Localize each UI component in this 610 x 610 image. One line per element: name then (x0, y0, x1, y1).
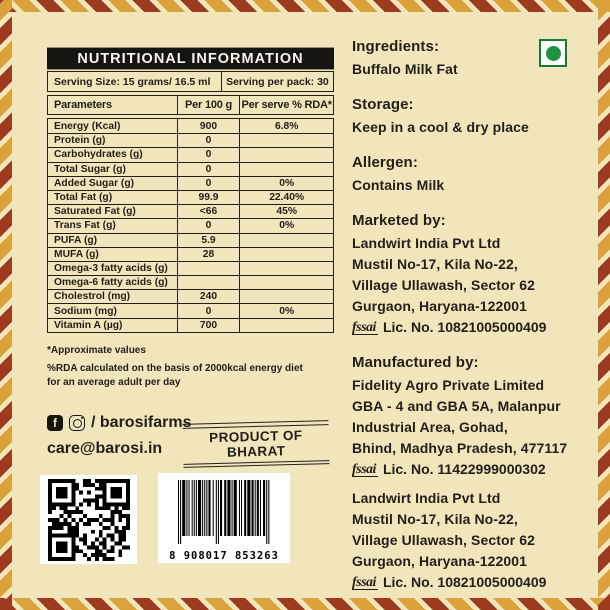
fssai-license-row (352, 459, 604, 480)
info-section (352, 352, 604, 593)
table-row (48, 218, 333, 232)
stamp-text: PRODUCT OF BHARAT (208, 427, 303, 460)
striped-border-top (0, 0, 610, 12)
address-block (352, 117, 604, 138)
table-row (48, 204, 333, 218)
info-section-heading: Manufactured by: (352, 354, 479, 371)
cell-per100g: 0 (178, 163, 241, 176)
cell-rda (240, 134, 333, 147)
table-row (48, 261, 333, 275)
instagram-icon (69, 415, 85, 431)
info-line: GBA - 4 and GBA 5A, Malanpur (352, 398, 561, 414)
cell-parameter: Total Fat (g) (48, 191, 178, 204)
cell-parameter: Protein (g) (48, 134, 178, 147)
cell-per100g: 900 (178, 119, 241, 133)
cell-parameter: Sodium (mg) (48, 304, 178, 317)
column-header-parameters: Parameters (48, 96, 178, 114)
cell-rda (240, 234, 333, 247)
fssai-license-row (352, 317, 604, 338)
info-line: Buffalo Milk Fat (352, 61, 458, 77)
cell-parameter: Saturated Fat (g) (48, 205, 178, 218)
table-row (48, 247, 333, 261)
social-handle: / barosifarms (91, 414, 192, 431)
table-row (48, 119, 333, 133)
cell-rda (240, 276, 333, 289)
cell-rda: 6.8% (274, 120, 299, 132)
table-row (48, 190, 333, 204)
info-line: Fidelity Agro Private Limited (352, 377, 545, 393)
cell-parameter: Cholestrol (mg) (48, 290, 178, 303)
info-line: Gurgaon, Haryana-122001 (352, 553, 528, 569)
info-line: Contains Milk (352, 177, 445, 193)
cell-rda: 45% (276, 206, 297, 218)
cell-rda (240, 319, 333, 332)
cell-per100g: 5.9 (178, 234, 241, 247)
cell-parameter: Energy (Kcal) (48, 119, 178, 133)
cell-per100g: 99.9 (178, 191, 241, 204)
fssai-license-number: Lic. No. 10821005000409 (382, 574, 547, 590)
cell-rda (240, 163, 333, 176)
column-header-per100g: Per 100 g (178, 96, 241, 114)
address-block (352, 233, 604, 338)
facebook-icon: f (47, 415, 63, 431)
cell-per100g: 0 (178, 134, 241, 147)
cell-per100g: <66 (178, 205, 241, 218)
address-block (352, 375, 604, 480)
fssai-logo: fssai (352, 461, 376, 477)
cell-per100g: 28 (178, 248, 241, 261)
product-of-bharat-stamp (182, 420, 329, 468)
nutrition-table-body (47, 118, 334, 333)
cell-per100g: 0 (178, 148, 241, 161)
cell-rda: 0% (279, 305, 295, 317)
barcode-digits: 8 908017 853263 (169, 550, 279, 562)
table-row (48, 275, 333, 289)
footnote-rda-basis: %RDA calculated on the basis of 2000kcal energy diet for an average adult per day (47, 362, 303, 389)
cell-rda (240, 262, 333, 275)
info-section (352, 152, 604, 196)
cell-per100g (178, 262, 241, 275)
fssai-license-number: Lic. No. 10821005000409 (382, 319, 547, 335)
info-line: Village Ullawash, Sector 62 (352, 277, 535, 293)
info-section (352, 94, 604, 138)
cell-per100g (178, 276, 241, 289)
nutrition-facts-panel (47, 48, 334, 391)
fssai-license-row (352, 572, 604, 593)
cell-per100g: 0 (178, 219, 241, 232)
fssai-logo: fssai (352, 319, 376, 335)
cell-rda: 22.40% (269, 192, 305, 204)
cell-rda: 0% (279, 177, 295, 189)
table-row (48, 233, 333, 247)
info-section-heading: Allergen: (352, 154, 418, 171)
info-section-heading: Storage: (352, 96, 414, 113)
cell-parameter: Omega-6 fatty acids (g) (48, 276, 178, 289)
serving-per-pack: Serving per pack: 30 (226, 75, 329, 88)
social-media-row (47, 414, 191, 432)
info-line: Bhind, Madhya Pradesh, 477117 (352, 440, 568, 456)
info-line: Gurgaon, Haryana-122001 (352, 298, 528, 314)
address-block (352, 175, 604, 196)
cell-parameter: Added Sugar (g) (48, 177, 178, 190)
info-section-heading: Ingredients: (352, 38, 440, 55)
table-row (48, 133, 333, 147)
info-line: Industrial Area, Gohad, (352, 419, 508, 435)
table-row (48, 303, 333, 317)
vegetarian-mark-icon (539, 39, 567, 67)
column-header-rda: Per serve % RDA* (241, 99, 332, 111)
cell-parameter: Trans Fat (g) (48, 219, 178, 232)
product-info-column (352, 36, 604, 607)
vegetarian-dot (546, 46, 561, 61)
cell-rda: 0% (279, 220, 295, 232)
cell-per100g: 240 (178, 290, 241, 303)
info-line: Landwirt India Pvt Ltd (352, 490, 501, 506)
info-line: Village Ullawash, Sector 62 (352, 532, 535, 548)
ean-barcode (158, 473, 290, 563)
cell-parameter: Carbohydrates (g) (48, 148, 178, 161)
address-block (352, 488, 604, 593)
serving-info-row (47, 71, 334, 92)
cell-per100g: 0 (178, 177, 241, 190)
fssai-logo: fssai (352, 574, 376, 590)
serving-size: Serving Size: 15 grams/ 16.5 ml (48, 72, 222, 91)
qr-code (40, 475, 137, 564)
info-line: Mustil No-17, Kila No-22, (352, 256, 518, 272)
cell-rda (240, 148, 333, 161)
table-row (48, 176, 333, 190)
cell-per100g: 700 (178, 319, 241, 332)
table-row (48, 289, 333, 303)
fssai-license-number: Lic. No. 11422999000302 (382, 461, 546, 477)
cell-parameter: MUFA (g) (48, 248, 178, 261)
info-line: Landwirt India Pvt Ltd (352, 235, 501, 251)
table-row (48, 147, 333, 161)
cell-per100g: 0 (178, 304, 241, 317)
footnote-approximate-values: *Approximate values (47, 344, 146, 356)
table-row (48, 318, 333, 332)
striped-border-left (0, 0, 12, 610)
cell-parameter: Vitamin A (µg) (48, 319, 178, 332)
info-line: Keep in a cool & dry place (352, 119, 529, 135)
barcode-bars (176, 480, 272, 549)
info-section-heading: Marketed by: (352, 212, 446, 229)
cell-parameter: Total Sugar (g) (48, 163, 178, 176)
nutrition-table-title: NUTRITIONAL INFORMATION (47, 48, 334, 70)
table-column-headers (47, 95, 334, 115)
info-line: Mustil No-17, Kila No-22, (352, 511, 518, 527)
support-email: care@barosi.in (47, 440, 163, 457)
cell-rda (240, 248, 333, 261)
info-section (352, 210, 604, 338)
cell-parameter: PUFA (g) (48, 234, 178, 247)
cell-rda (240, 290, 333, 303)
cell-parameter: Omega-3 fatty acids (g) (48, 262, 178, 275)
table-row (48, 162, 333, 176)
